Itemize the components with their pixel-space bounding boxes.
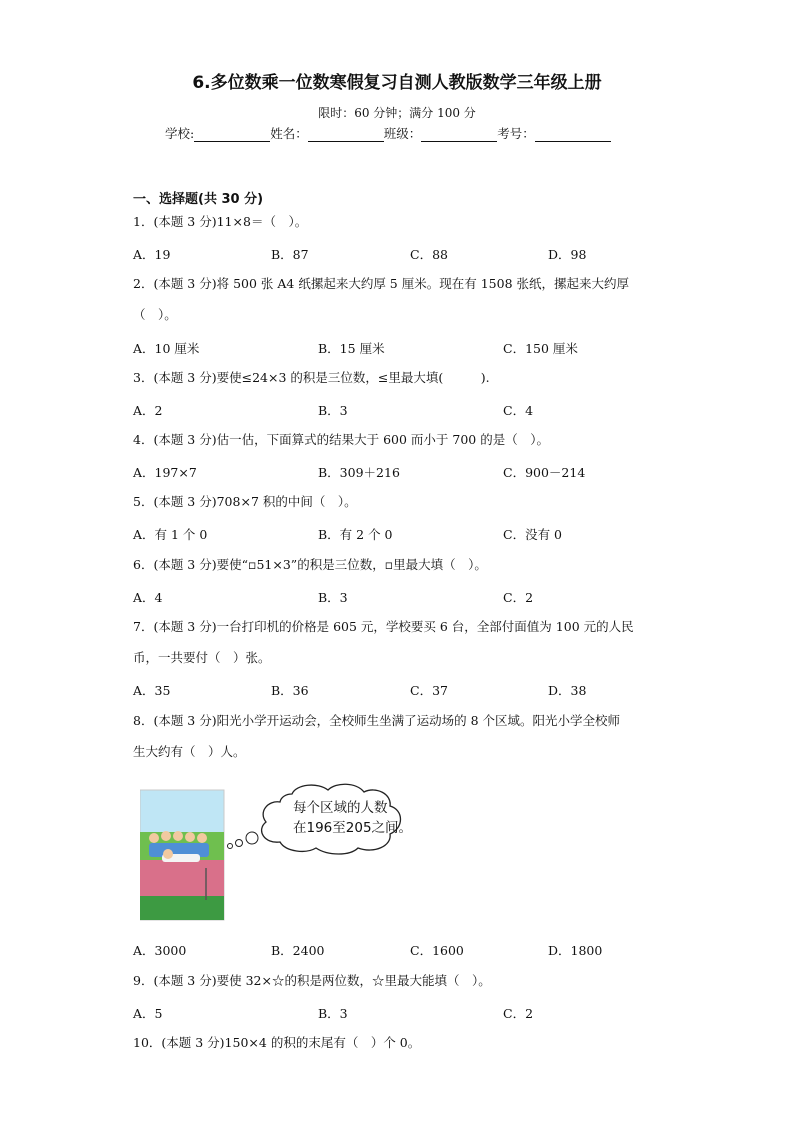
- option-c[interactable]: C．900－214: [503, 465, 586, 480]
- class-blank[interactable]: [421, 129, 497, 142]
- name-blank[interactable]: [308, 129, 384, 142]
- question-1-options: [133, 245, 693, 265]
- question-2-stem: 2．(本题 3 分)将 500 张 A4 纸摞起来大约厚 5 厘米。现在有 1508 张纸，摞起来大约厚: [133, 276, 629, 291]
- question-9-options: [133, 1004, 693, 1024]
- option-d[interactable]: D．98: [548, 247, 587, 262]
- option-b[interactable]: B．2400: [271, 943, 325, 958]
- option-c[interactable]: C．1600: [410, 943, 464, 958]
- question-6-options: [133, 588, 693, 608]
- option-a[interactable]: A．4: [133, 590, 163, 605]
- question-1-stem: 1．(本题 3 分)11×8＝（ ）。: [133, 214, 308, 229]
- question-10-stem: 10．(本题 3 分)150×4 的积的末尾有（ ）个 0。: [133, 1035, 421, 1050]
- number-label: 考号：: [497, 126, 535, 141]
- question-8-stem-cont: 生大约有（ ）人。: [133, 744, 246, 759]
- question-7-stem: 7．(本题 3 分)一台打印机的价格是 605 元，学校要买 6 台，全部付面值为 100 元的人民: [133, 619, 634, 634]
- stadium-illustration-svg: [140, 772, 450, 922]
- option-b[interactable]: B．3: [318, 590, 348, 605]
- section-heading: 一、选择题(共 30 分): [133, 192, 264, 207]
- question-2-options: [133, 339, 693, 359]
- question-8-stem: 8．(本题 3 分)阳光小学开运动会，全校师生坐满了运动场的 8 个区域。阳光小学全校师: [133, 713, 621, 728]
- question-5-stem: 5．(本题 3 分)708×7 积的中间（ ）。: [133, 494, 357, 509]
- question-9-stem: 9．(本题 3 分)要使 32×☆的积是两位数，☆里最大能填（ ）。: [133, 973, 491, 988]
- option-c[interactable]: C．88: [410, 247, 448, 262]
- option-b[interactable]: B．15 厘米: [318, 341, 385, 356]
- question-4-options: [133, 463, 693, 483]
- question-7-options: [133, 681, 693, 701]
- option-a[interactable]: A．2: [133, 403, 163, 418]
- field-area: [140, 896, 224, 920]
- option-b[interactable]: B．309＋216: [318, 465, 400, 480]
- question-4-stem: 4．(本题 3 分)估一估，下面算式的结果大于 600 而小于 700 的是（ ）。: [133, 432, 549, 447]
- cloud-text-line-2: 在196至205之间。: [293, 820, 413, 836]
- question-8-options: [133, 941, 693, 961]
- cloud-text-line-1: 每个区域的人数: [293, 800, 388, 816]
- track-area: [140, 860, 224, 900]
- thought-dot-medium: [236, 840, 243, 847]
- option-a[interactable]: A．10 厘米: [133, 341, 200, 356]
- question-3-options: [133, 401, 693, 421]
- time-limit: 限时：60 分钟；满分 100 分: [318, 106, 476, 120]
- option-c[interactable]: C．150 厘米: [503, 341, 578, 356]
- school-label: 学校:: [165, 126, 195, 141]
- class-label: 班级：: [383, 126, 422, 141]
- page-title: 6.多位数乘一位数寒假复习自测人教版数学三年级上册: [192, 73, 602, 93]
- student-info-line: [165, 124, 611, 142]
- thought-dot-small: [228, 844, 233, 849]
- option-a[interactable]: A．5: [133, 1006, 163, 1021]
- question-6-stem: 6．(本题 3 分)要使“▫51×3”的积是三位数，▫里最大填（ ）。: [133, 557, 487, 572]
- question-5-options: [133, 525, 693, 545]
- option-a[interactable]: A．35: [133, 683, 171, 698]
- question-2-stem-cont: （ ）。: [133, 307, 177, 322]
- school-blank[interactable]: [194, 129, 270, 142]
- option-a[interactable]: A．19: [133, 247, 171, 262]
- option-a[interactable]: A．有 1 个 0: [133, 527, 208, 542]
- option-a[interactable]: A．197×7: [133, 465, 197, 480]
- thought-dot-large: [246, 832, 258, 844]
- stadium-illustration: [140, 772, 450, 922]
- option-b[interactable]: B．3: [318, 403, 348, 418]
- option-a[interactable]: A．3000: [133, 943, 187, 958]
- question-7-stem-cont: 币，一共要付（ ）张。: [133, 650, 271, 665]
- option-c[interactable]: C．2: [503, 590, 534, 605]
- option-b[interactable]: B．36: [271, 683, 309, 698]
- option-c[interactable]: C．37: [410, 683, 448, 698]
- option-d[interactable]: D．1800: [548, 943, 603, 958]
- option-b[interactable]: B．87: [271, 247, 309, 262]
- number-blank[interactable]: [535, 129, 611, 142]
- option-b[interactable]: B．有 2 个 0: [318, 527, 393, 542]
- name-label: 姓名：: [270, 126, 308, 141]
- option-c[interactable]: C．2: [503, 1006, 534, 1021]
- option-d[interactable]: D．38: [548, 683, 587, 698]
- option-c[interactable]: C．4: [503, 403, 534, 418]
- option-b[interactable]: B．3: [318, 1006, 348, 1021]
- question-3-stem: 3．(本题 3 分)要使≤24×3 的积是三位数，≤里最大填( ).: [133, 370, 490, 385]
- option-c[interactable]: C．没有 0: [503, 527, 562, 542]
